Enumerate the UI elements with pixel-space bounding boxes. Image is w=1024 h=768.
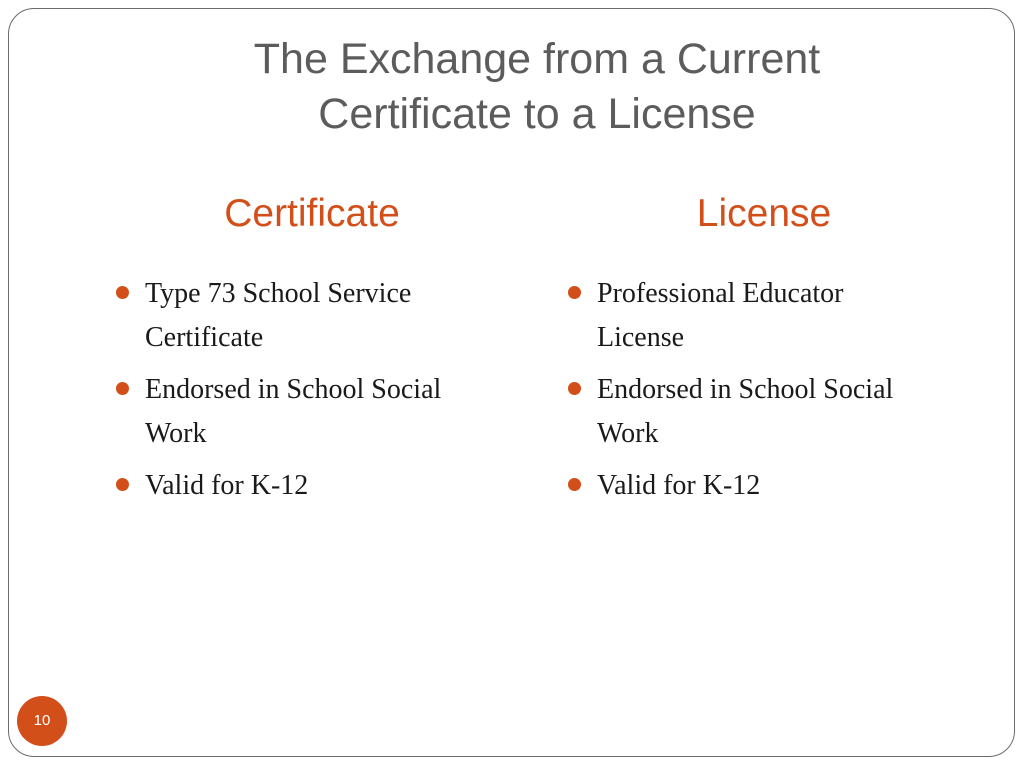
bullet-line-1: Type 73 School Service bbox=[145, 278, 412, 309]
bullet-line-2: License bbox=[597, 322, 685, 353]
bullet-line-1: Professional Educator bbox=[597, 278, 844, 309]
bullet-dot-icon bbox=[568, 382, 581, 395]
bullet-line-1: Endorsed in School Social bbox=[145, 374, 442, 405]
list-item bbox=[114, 272, 514, 360]
list-item bbox=[114, 368, 514, 456]
slide-title bbox=[100, 32, 974, 142]
page-number-badge: 10 bbox=[17, 696, 67, 746]
bullet-dot-icon bbox=[568, 478, 581, 491]
bullet-line-2: Work bbox=[145, 418, 207, 449]
list-item bbox=[566, 464, 966, 508]
bullet-dot-icon bbox=[116, 286, 129, 299]
list-item bbox=[114, 464, 514, 508]
bullet-line-2: Certificate bbox=[145, 322, 264, 353]
license-bullet-list bbox=[566, 272, 966, 516]
bullet-line-1: Valid for K-12 bbox=[597, 470, 761, 501]
certificate-bullet-list bbox=[114, 272, 514, 516]
bullet-line-1: Endorsed in School Social bbox=[597, 374, 894, 405]
list-item bbox=[566, 272, 966, 360]
bullet-line-2: Work bbox=[597, 418, 659, 449]
list-item bbox=[566, 368, 966, 456]
bullet-dot-icon bbox=[116, 382, 129, 395]
title-line-2: Certificate to a License bbox=[318, 90, 756, 138]
title-line-1: The Exchange from a Current bbox=[253, 35, 821, 83]
license-heading: License bbox=[696, 192, 832, 235]
bullet-line-1: Valid for K-12 bbox=[145, 470, 309, 501]
bullet-dot-icon bbox=[116, 478, 129, 491]
bullet-dot-icon bbox=[568, 286, 581, 299]
certificate-heading: Certificate bbox=[224, 192, 400, 235]
